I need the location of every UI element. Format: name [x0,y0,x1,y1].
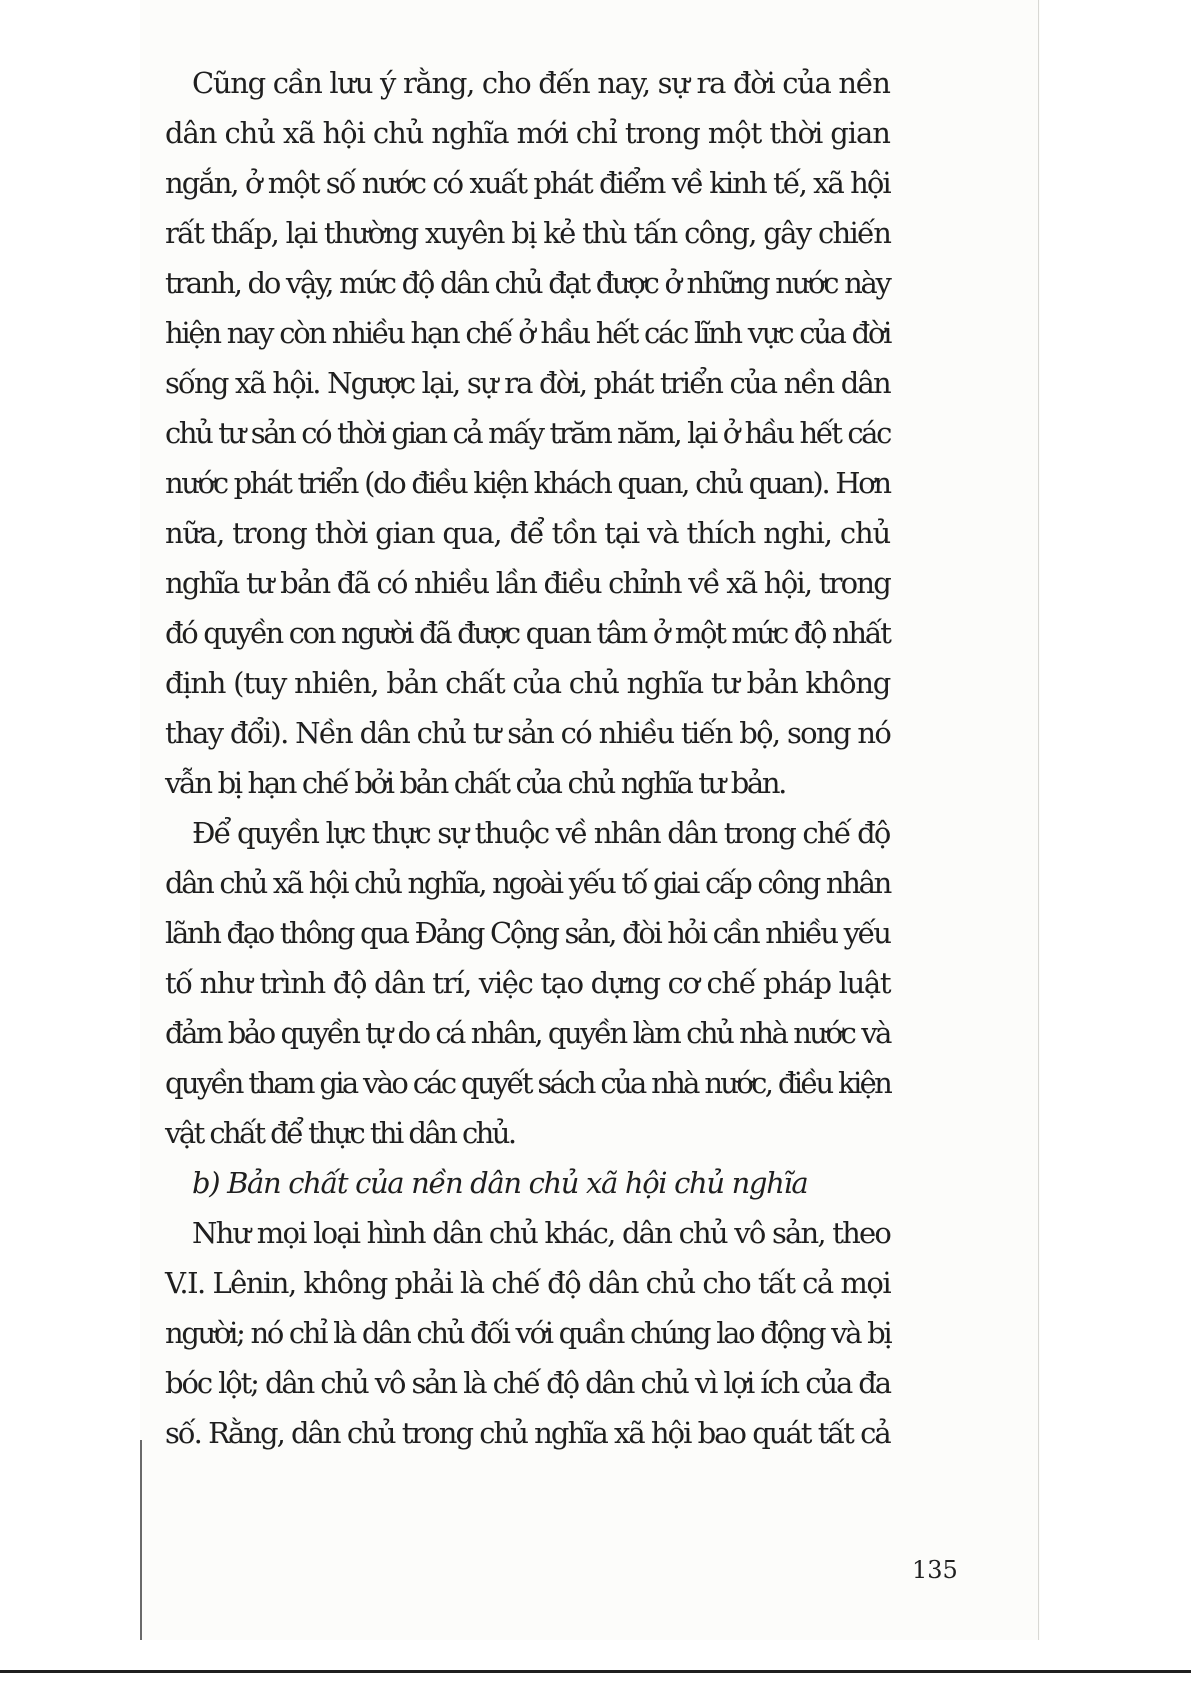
body-text-line: nước phát triển (do điều kiện khách quan, chủ quan). Hơn [165,466,890,500]
body-text-line: tranh, do vậy, mức độ dân chủ đạt được ở những nước này [165,266,890,300]
body-text-line: sống xã hội. Ngược lại, sự ra đời, phát triển của nền dân [165,366,890,400]
body-text-line: dân chủ xã hội chủ nghĩa, ngoài yếu tố giai cấp công nhân [165,866,890,900]
body-text-line: hiện nay còn nhiều hạn chế ở hầu hết các lĩnh vực của đời [165,316,891,350]
body-text-line: bóc lột; dân chủ vô sản là chế độ dân chủ vì lợi ích của đa [165,1366,890,1400]
body-text-line: V.I. Lênin, không phải là chế độ dân chủ cho tất cả mọi [165,1266,891,1300]
body-text-line: đó quyền con người đã được quan tâm ở một mức độ nhất [165,616,890,650]
body-text-line: Như mọi loại hình dân chủ khác, dân chủ vô sản, theo [192,1216,891,1250]
page-right-edge [1038,0,1039,1640]
body-text-line: định (tuy nhiên, bản chất của chủ nghĩa tư bản không [165,666,891,700]
body-text-line: đảm bảo quyền tự do cá nhân, quyền làm chủ nhà nước và [165,1016,891,1050]
body-text-line: Để quyền lực thực sự thuộc về nhân dân trong chế độ [192,816,890,850]
body-text-line: dân chủ xã hội chủ nghĩa mới chỉ trong một thời gian [165,116,890,150]
body-text-line: quyền tham gia vào các quyết sách của nhà nước, điều kiện [165,1066,891,1100]
body-text-line: số. Rằng, dân chủ trong chủ nghĩa xã hội bao quát tất cả [165,1416,890,1450]
body-text-line: người; nó chỉ là dân chủ đối với quần chúng lao động và bị [165,1316,891,1350]
body-text-line: thay đổi). Nền dân chủ tư sản có nhiều tiến bộ, song nó [165,716,891,750]
body-text-line: tố như trình độ dân trí, việc tạo dựng cơ chế pháp luật [165,966,891,1000]
body-text-line: Cũng cần lưu ý rằng, cho đến nay, sự ra đời của nền [192,66,890,100]
body-text-line: nữa, trong thời gian qua, để tồn tại và thích nghi, chủ [165,516,891,550]
body-text-line: vẫn bị hạn chế bởi bản chất của chủ nghĩa tư bản. [165,766,786,800]
page-number: 135 [912,1556,958,1584]
section-heading: b) Bản chất của nền dân chủ xã hội chủ nghĩa [192,1166,808,1200]
body-text-line: lãnh đạo thông qua Đảng Cộng sản, đòi hỏi cần nhiều yếu [165,916,890,950]
body-text-line: chủ tư sản có thời gian cả mấy trăm năm, lại ở hầu hết các [165,416,890,450]
body-text-line: ngắn, ở một số nước có xuất phát điểm về kinh tế, xã hội [165,166,890,200]
scan-bottom-rule [0,1670,1191,1673]
body-text-line: rất thấp, lại thường xuyên bị kẻ thù tấn công, gây chiến [165,216,891,250]
body-text-line: vật chất để thực thi dân chủ. [165,1116,515,1150]
page-left-edge-shadow [140,1440,142,1640]
body-text-line: nghĩa tư bản đã có nhiều lần điều chỉnh về xã hội, trong [165,566,891,600]
